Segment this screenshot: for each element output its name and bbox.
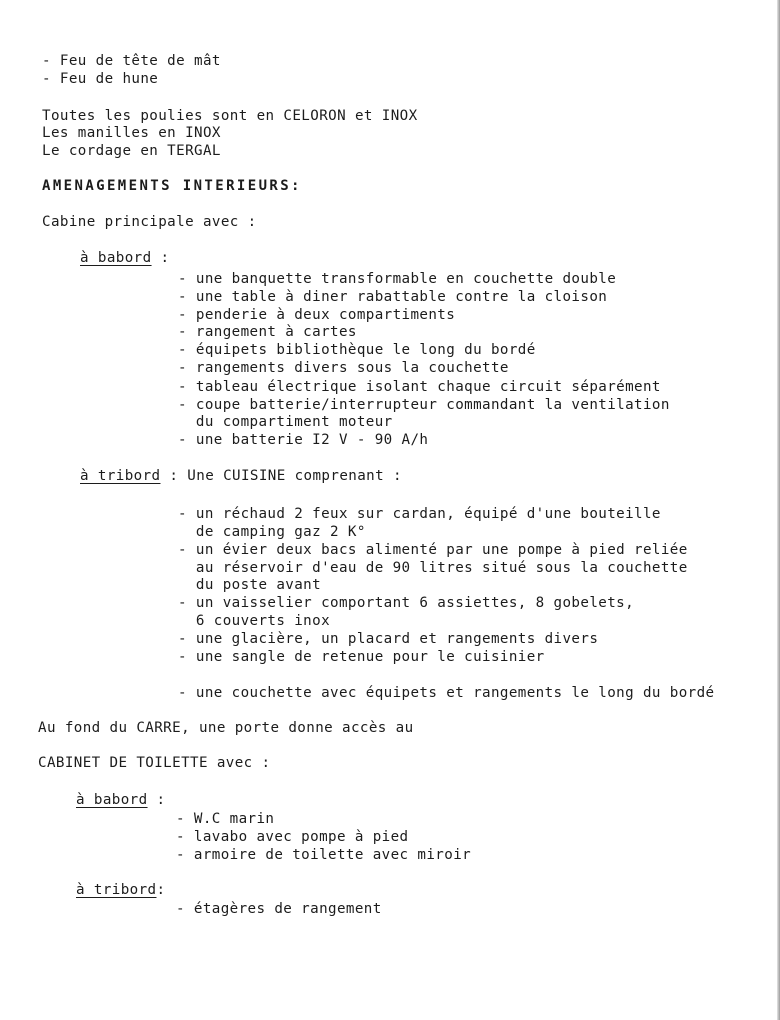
cabinet-babord-label: à babord bbox=[76, 792, 148, 808]
fond-carre-text: Au fond du CARRE, une porte donne accès au bbox=[38, 720, 414, 736]
cabinet-babord-suffix: : bbox=[147, 792, 166, 808]
babord-item: - une batterie I2 V - 90 A/h bbox=[178, 432, 429, 448]
tribord-item: - un réchaud 2 feux sur cardan, équipé d'une bouteille bbox=[178, 506, 661, 522]
cabinet-tribord-subheading bbox=[76, 881, 165, 899]
tribord-item: du poste avant bbox=[178, 577, 322, 593]
cabinet-babord-subheading bbox=[76, 791, 165, 809]
babord-subheading bbox=[80, 249, 169, 267]
tribord-item: au réservoir d'eau de 90 litres situé sous la couchette bbox=[178, 560, 688, 576]
lights-item: - Feu de tête de mât bbox=[42, 53, 221, 69]
tribord-item: - une sangle de retenue pour le cuisinier bbox=[178, 649, 545, 665]
babord-suffix: : bbox=[151, 250, 170, 266]
babord-item: - tableau électrique isolant chaque circuit séparément bbox=[178, 379, 661, 395]
tribord-suffix: : Une CUISINE comprenant : bbox=[160, 468, 402, 484]
main-cabin-intro: Cabine principale avec : bbox=[42, 214, 257, 230]
cabinet-babord-item: - armoire de toilette avec miroir bbox=[176, 847, 472, 863]
tribord-item: - un vaisselier comportant 6 assiettes, 8 gobelets, bbox=[178, 595, 635, 611]
tribord-item: - une couchette avec équipets et rangements le long du bordé bbox=[178, 685, 715, 701]
lights-item: - Feu de hune bbox=[42, 71, 159, 87]
babord-item: - rangements divers sous la couchette bbox=[178, 360, 509, 376]
babord-item: - coupe batterie/interrupteur commandant la ventilation bbox=[178, 397, 670, 413]
cabinet-intro: CABINET DE TOILETTE avec : bbox=[38, 755, 271, 771]
rigging-line: Toutes les poulies sont en CELORON et INOX bbox=[42, 108, 418, 124]
tribord-item: de camping gaz 2 K° bbox=[178, 524, 366, 540]
cabinet-tribord-suffix: : bbox=[156, 882, 166, 898]
section-heading: AMENAGEMENTS INTERIEURS: bbox=[42, 178, 302, 194]
cabinet-babord-item: - W.C marin bbox=[176, 811, 275, 827]
babord-item: - rangement à cartes bbox=[178, 324, 357, 340]
tribord-label: à tribord bbox=[80, 468, 161, 484]
cabinet-tribord-label: à tribord bbox=[76, 882, 157, 898]
tribord-item: 6 couverts inox bbox=[178, 613, 331, 629]
babord-item: - une table à diner rabattable contre la cloison bbox=[178, 289, 608, 305]
babord-label: à babord bbox=[80, 250, 152, 266]
rigging-line: Les manilles en INOX bbox=[42, 125, 221, 141]
babord-item: - équipets bibliothèque le long du bordé bbox=[178, 342, 536, 358]
cabinet-babord-item: - lavabo avec pompe à pied bbox=[176, 829, 409, 845]
cabinet-tribord-item: - étagères de rangement bbox=[176, 901, 382, 917]
babord-item: - une banquette transformable en couchette double bbox=[178, 271, 617, 287]
tribord-item: - une glacière, un placard et rangements divers bbox=[178, 631, 599, 647]
tribord-item: - un évier deux bacs alimenté par une pompe à pied reliée bbox=[178, 542, 688, 558]
babord-item: du compartiment moteur bbox=[178, 414, 393, 430]
tribord-subheading bbox=[80, 467, 402, 485]
rigging-line: Le cordage en TERGAL bbox=[42, 143, 221, 159]
babord-item: - penderie à deux compartiments bbox=[178, 307, 456, 323]
